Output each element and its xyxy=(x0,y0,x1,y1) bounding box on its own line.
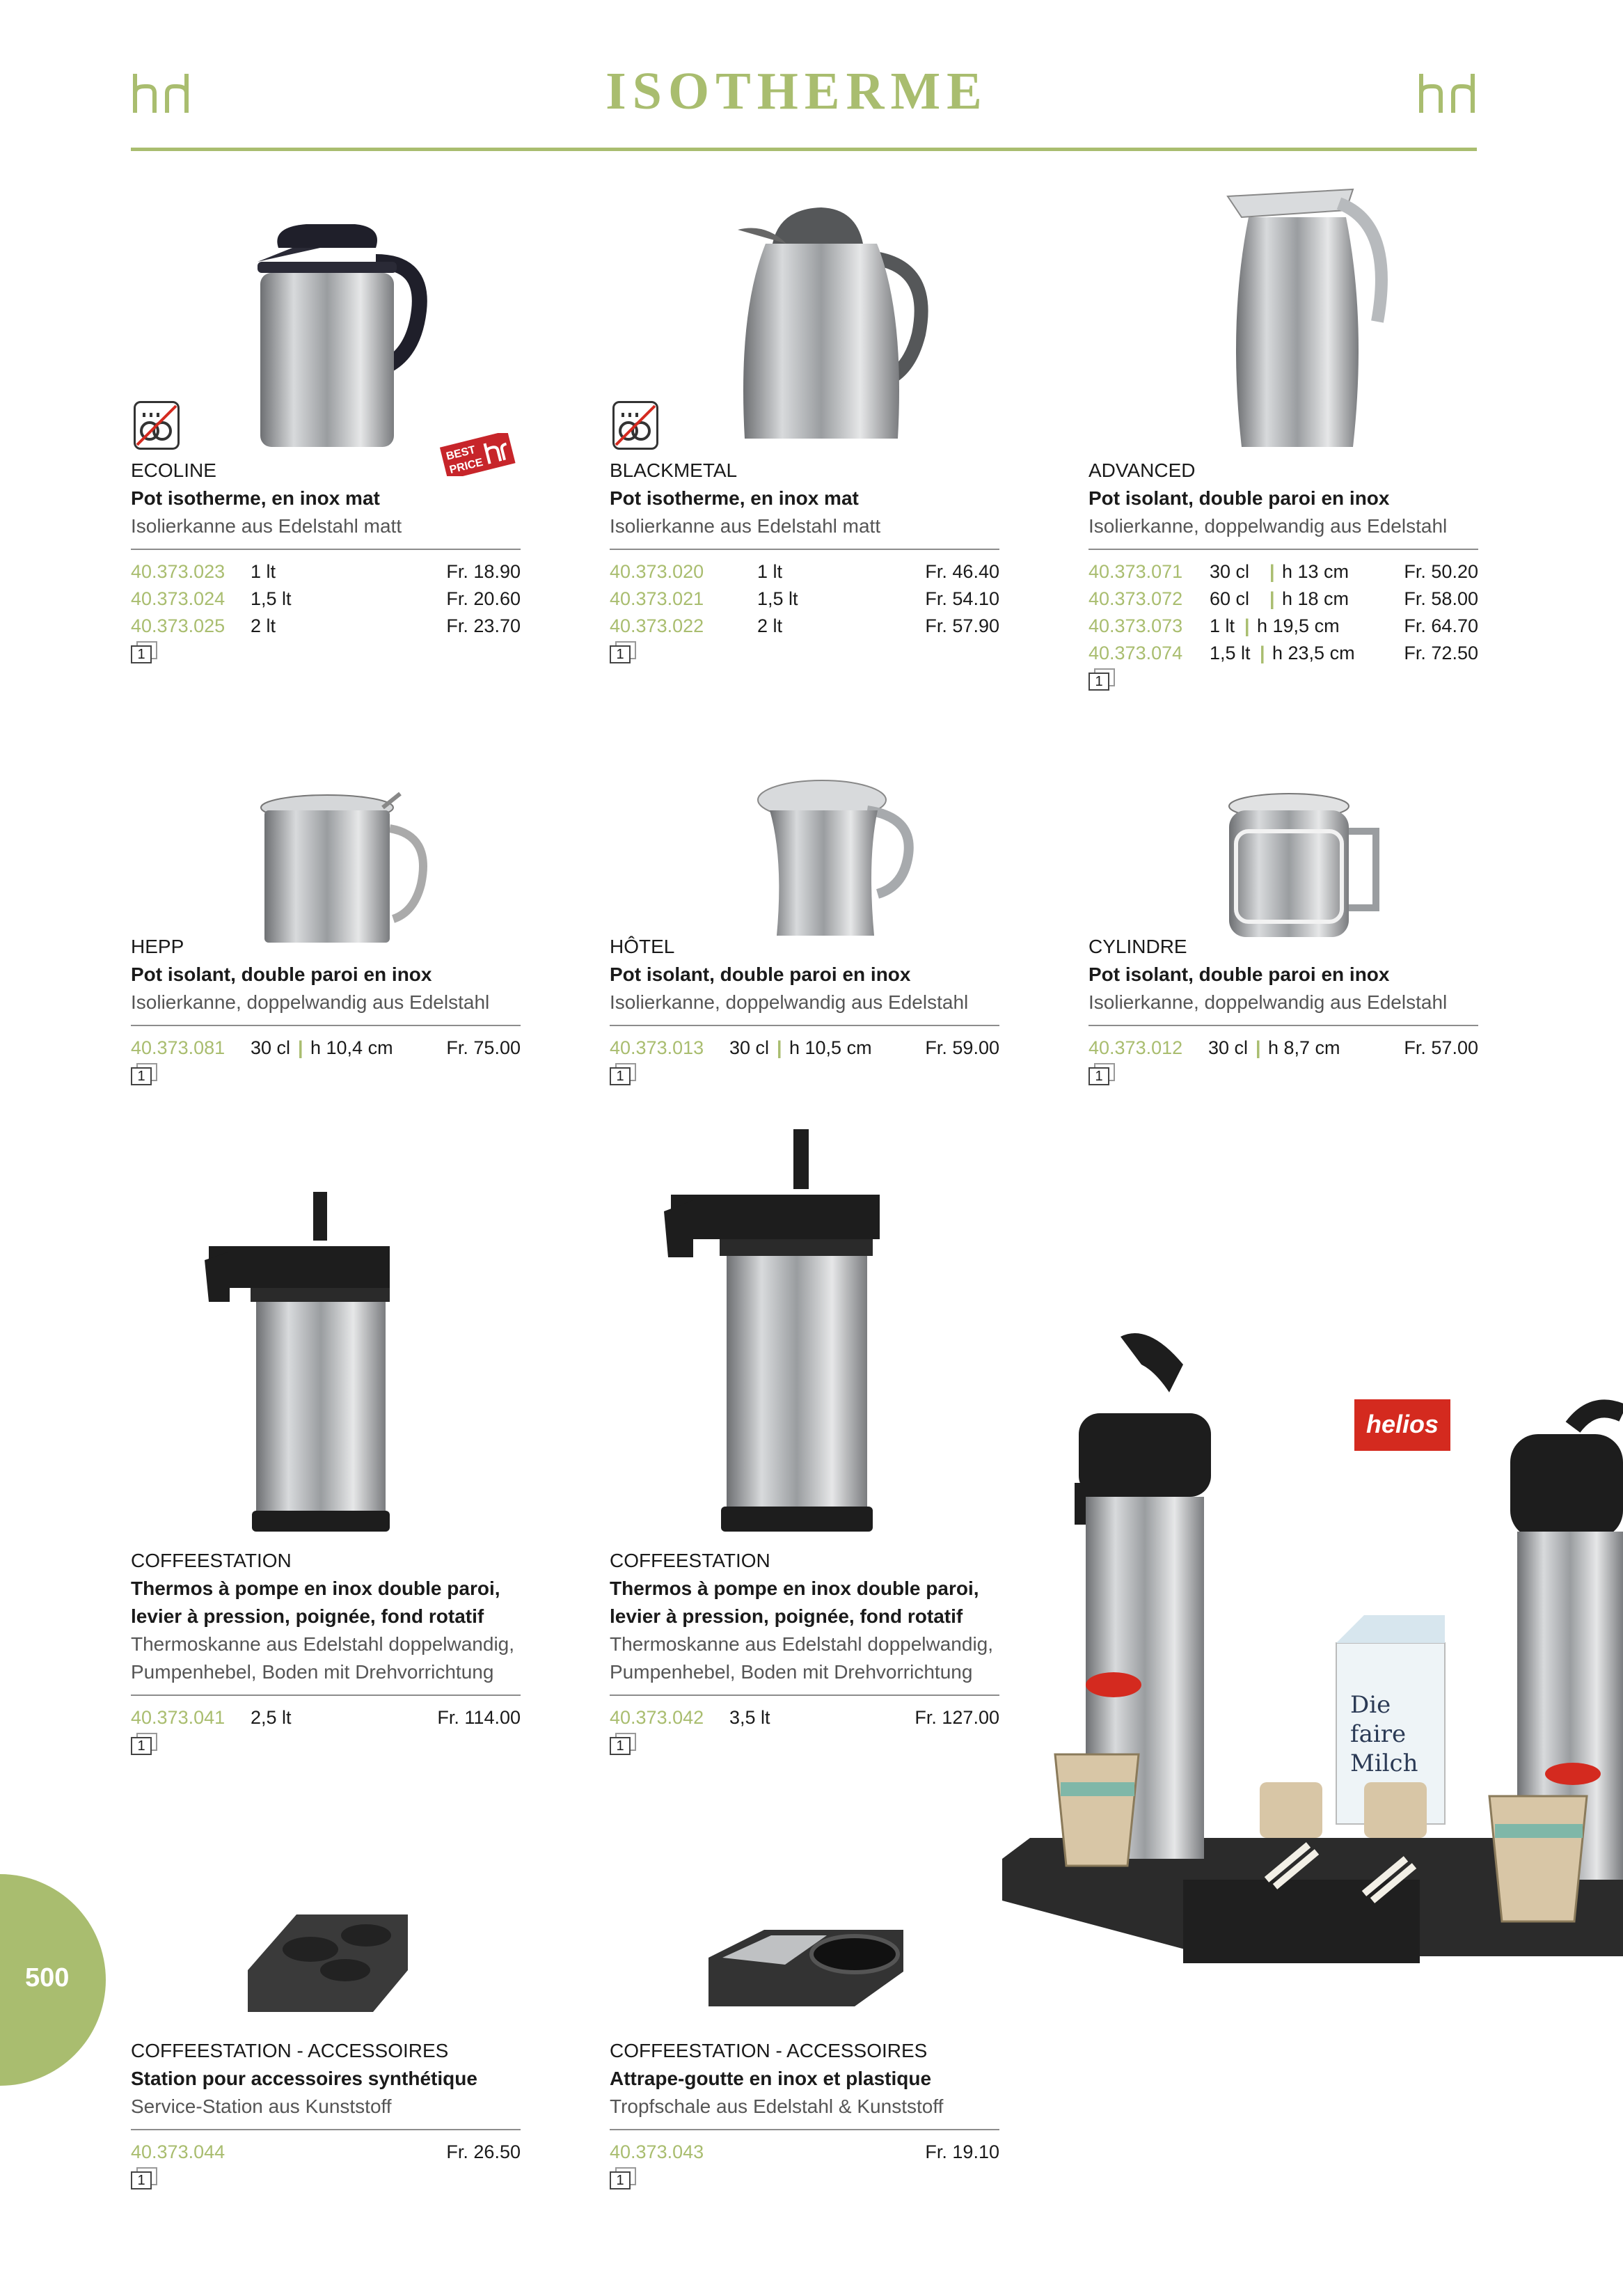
article-price: Fr. 59.00 xyxy=(925,1037,999,1058)
article-price: Fr. 58.00 xyxy=(1404,588,1478,609)
pack-unit-icon: 1 xyxy=(1088,1063,1116,1087)
article-size: 30 cl xyxy=(1210,561,1250,582)
product-name: HEPP xyxy=(131,936,184,957)
hotel-jug-image xyxy=(749,776,916,950)
article-code: 40.373.020 xyxy=(610,561,704,582)
price-row xyxy=(610,1704,999,1731)
article-code: 40.373.021 xyxy=(610,588,704,609)
article-size: 3,5 lt xyxy=(729,1707,770,1728)
pack-unit-icon: 1 xyxy=(131,1733,159,1756)
article-price: Fr. 72.50 xyxy=(1404,643,1478,663)
no-dishwasher-icon xyxy=(134,401,180,450)
header-rule xyxy=(131,148,1477,151)
product-desc-fr: Pot isotherme, en inox mat xyxy=(131,487,380,509)
article-price: Fr. 75.00 xyxy=(446,1037,521,1058)
product-desc-fr: Pot isolant, double paroi en inox xyxy=(1088,487,1390,509)
product-desc-fr: Thermos à pompe en inox double paroi, xyxy=(610,1578,979,1599)
product-rule xyxy=(610,1025,999,1026)
badge-line-2: PRICE xyxy=(448,456,484,476)
product-desc-de: Isolierkanne, doppelwandig aus Edelstahl xyxy=(131,991,490,1013)
helios-logo: helios xyxy=(1365,1410,1439,1438)
article-code: 40.373.025 xyxy=(131,615,225,636)
product-coffeestation-25 xyxy=(131,1547,521,1756)
product-desc-de: Isolierkanne, doppelwandig aus Edelstahl xyxy=(1088,515,1448,537)
coffeestation-35-image xyxy=(657,1128,894,1539)
article-size: 1 lt xyxy=(251,561,276,582)
article-size: 1,5 lt xyxy=(1210,643,1251,663)
product-desc-fr: Pot isolant, double paroi en inox xyxy=(131,964,432,985)
product-desc-de: Tropfschale aus Edelstahl & Kunststoff xyxy=(610,2096,944,2117)
price-row: 40.373.071 30 cl | h 13 cm Fr. 50.20 xyxy=(1088,558,1478,585)
article-code: 40.373.022 xyxy=(610,615,704,636)
product-desc-de: Isolierkanne, doppelwandig aus Edelstahl xyxy=(1088,991,1448,1013)
coffeestation-25-image xyxy=(202,1190,411,1539)
carton-text-1: Die xyxy=(1350,1691,1391,1719)
product-desc-de: Isolierkanne aus Edelstahl matt xyxy=(131,515,402,537)
cylindre-jug-image xyxy=(1219,789,1386,943)
price-row xyxy=(131,2139,521,2166)
price-row xyxy=(610,2139,999,2166)
product-name: COFFEESTATION - ACCESSOIRES xyxy=(610,2040,928,2061)
article-price: Fr. 114.00 xyxy=(437,1707,521,1728)
product-rule xyxy=(610,2129,999,2130)
article-code: 40.373.023 xyxy=(131,561,225,582)
article-price: Fr. 23.70 xyxy=(446,615,521,636)
product-desc-de: Isolierkanne aus Edelstahl matt xyxy=(610,515,881,537)
pack-unit-icon: 1 xyxy=(131,1063,159,1087)
article-size: 30 cl xyxy=(729,1037,770,1058)
product-desc-de: Isolierkanne, doppelwandig aus Edelstahl xyxy=(610,991,969,1013)
product-rule xyxy=(131,549,521,550)
product-desc-fr: Station pour accessoires synthétique xyxy=(131,2068,477,2089)
article-code: 40.373.041 xyxy=(131,1707,225,1728)
product-advanced xyxy=(1088,457,1478,692)
article-height: h 23,5 cm xyxy=(1272,643,1355,663)
article-code: 40.373.012 xyxy=(1088,1037,1183,1058)
article-price: Fr. 57.90 xyxy=(925,615,999,636)
article-size: 30 cl xyxy=(251,1037,291,1058)
price-row xyxy=(610,585,999,613)
product-rule xyxy=(1088,1025,1478,1026)
carton-text-2: faire xyxy=(1350,1720,1407,1748)
article-code: 40.373.013 xyxy=(610,1037,704,1058)
article-size: 1,5 lt xyxy=(251,588,292,609)
product-ecoline xyxy=(131,457,521,665)
product-hotel xyxy=(610,933,999,1087)
article-height: h 8,7 cm xyxy=(1268,1037,1340,1058)
price-row: 40.373.073 1 lt | h 19,5 cm Fr. 64.70 xyxy=(1088,613,1478,640)
price-row xyxy=(131,1704,521,1731)
product-name: ADVANCED xyxy=(1088,459,1196,481)
article-size: 1 lt xyxy=(757,561,783,582)
product-rule xyxy=(610,1695,999,1696)
product-hepp xyxy=(131,933,521,1087)
article-height: h 10,5 cm xyxy=(789,1037,872,1058)
carton-text-3: Milch xyxy=(1350,1749,1418,1777)
product-desc-fr: Pot isotherme, en inox mat xyxy=(610,487,859,509)
price-row xyxy=(131,558,521,585)
article-height: h 18 cm xyxy=(1282,588,1349,609)
product-desc-de: Pumpenhebel, Boden mit Drehvorrichtung xyxy=(610,1661,973,1683)
article-size: 30 cl xyxy=(1208,1037,1249,1058)
product-accessory-drip-tray xyxy=(610,2037,999,2191)
article-price: Fr. 18.90 xyxy=(446,561,521,582)
article-size: 2,5 lt xyxy=(251,1707,292,1728)
article-code: 40.373.042 xyxy=(610,1707,704,1728)
article-size: 2 lt xyxy=(757,615,783,636)
product-desc-fr: Pot isolant, double paroi en inox xyxy=(1088,964,1390,985)
product-accessory-station xyxy=(131,2037,521,2191)
no-dishwasher-icon xyxy=(612,401,658,450)
price-row: 40.373.081 30 cl | h 10,4 cm Fr. 75.00 xyxy=(131,1035,521,1062)
article-size: 1,5 lt xyxy=(757,588,798,609)
pack-unit-icon: 1 xyxy=(131,641,159,665)
page-title: ISOTHERME xyxy=(605,62,988,120)
pack-unit-icon: 1 xyxy=(610,1733,638,1756)
article-price: Fr. 19.10 xyxy=(925,2141,999,2162)
price-row xyxy=(610,613,999,640)
price-row xyxy=(131,613,521,640)
product-name: COFFEESTATION - ACCESSOIRES xyxy=(131,2040,449,2061)
article-size: 60 cl xyxy=(1210,588,1250,609)
article-code: 40.373.074 xyxy=(1088,643,1183,663)
product-rule xyxy=(131,2129,521,2130)
drip-tray-image xyxy=(702,1916,910,2013)
advanced-jug-image xyxy=(1214,182,1395,454)
product-desc-fr: levier à pression, poignée, fond rotatif xyxy=(610,1605,963,1627)
article-code: 40.373.081 xyxy=(131,1037,225,1058)
blackmetal-jug-image xyxy=(724,202,933,453)
service-station-image xyxy=(234,1908,415,2019)
article-price: Fr. 64.70 xyxy=(1404,615,1478,636)
article-price: Fr. 26.50 xyxy=(446,2141,521,2162)
product-desc-de: Thermoskanne aus Edelstahl doppelwandig, xyxy=(610,1633,994,1655)
coffeestation-lifestyle-photo xyxy=(1002,1309,1623,1977)
product-name: COFFEESTATION xyxy=(610,1550,770,1571)
article-code: 40.373.044 xyxy=(131,2141,225,2162)
article-price: Fr. 127.00 xyxy=(915,1707,999,1728)
product-desc-fr: Attrape-goutte en inox et plastique xyxy=(610,2068,932,2089)
article-code: 40.373.073 xyxy=(1088,615,1183,636)
article-height: h 19,5 cm xyxy=(1257,615,1340,636)
product-desc-fr: Pot isolant, double paroi en inox xyxy=(610,964,911,985)
product-desc-fr: Thermos à pompe en inox double paroi, xyxy=(131,1578,500,1599)
pack-unit-icon: 1 xyxy=(131,2167,159,2191)
pack-unit-icon: 1 xyxy=(610,1063,638,1087)
price-row: 40.373.013 30 cl | h 10,5 cm Fr. 59.00 xyxy=(610,1035,999,1062)
hh-logo-right xyxy=(1417,72,1478,114)
product-desc-de: Pumpenhebel, Boden mit Drehvorrichtung xyxy=(131,1661,494,1683)
product-desc-de: Service-Station aus Kunststoff xyxy=(131,2096,392,2117)
product-name: CYLINDRE xyxy=(1088,936,1187,957)
ecoline-jug-image xyxy=(237,220,432,457)
price-row: 40.373.074 1,5 lt | h 23,5 cm Fr. 72.50 xyxy=(1088,640,1478,667)
article-price: Fr. 20.60 xyxy=(446,588,521,609)
product-name: COFFEESTATION xyxy=(131,1550,292,1571)
badge-line-1: BEST xyxy=(445,443,477,463)
price-row: 40.373.072 60 cl | h 18 cm Fr. 58.00 xyxy=(1088,585,1478,613)
product-rule xyxy=(131,1695,521,1696)
hepp-jug-image xyxy=(251,780,432,947)
article-code: 40.373.024 xyxy=(131,588,225,609)
pack-unit-icon: 1 xyxy=(610,641,638,665)
article-size: 2 lt xyxy=(251,615,276,636)
article-code: 40.373.072 xyxy=(1088,588,1183,609)
article-code: 40.373.043 xyxy=(610,2141,704,2162)
product-desc-de: Thermoskanne aus Edelstahl doppelwandig, xyxy=(131,1633,515,1655)
article-height: h 10,4 cm xyxy=(310,1037,393,1058)
pack-unit-icon: 1 xyxy=(610,2167,638,2191)
page-number: 500 xyxy=(25,1963,70,1992)
article-price: Fr. 50.20 xyxy=(1404,561,1478,582)
article-height: h 13 cm xyxy=(1282,561,1349,582)
product-name: BLACKMETAL xyxy=(610,459,738,481)
pack-unit-icon: 1 xyxy=(1088,668,1116,692)
article-size: 1 lt xyxy=(1210,615,1235,636)
product-rule xyxy=(610,549,999,550)
product-name: HÔTEL xyxy=(610,936,675,957)
product-name: ECOLINE xyxy=(131,459,216,481)
product-rule xyxy=(131,1025,521,1026)
price-row xyxy=(131,585,521,613)
product-coffeestation-35 xyxy=(610,1547,999,1756)
product-blackmetal xyxy=(610,457,999,665)
product-rule xyxy=(1088,549,1478,550)
article-price: Fr. 54.10 xyxy=(925,588,999,609)
product-desc-fr: levier à pression, poignée, fond rotatif xyxy=(131,1605,484,1627)
article-code: 40.373.071 xyxy=(1088,561,1183,582)
product-cylindre xyxy=(1088,933,1478,1087)
article-price: Fr. 57.00 xyxy=(1404,1037,1478,1058)
article-price: Fr. 46.40 xyxy=(925,561,999,582)
price-row: 40.373.012 30 cl | h 8,7 cm Fr. 57.00 xyxy=(1088,1035,1478,1062)
price-row xyxy=(610,558,999,585)
